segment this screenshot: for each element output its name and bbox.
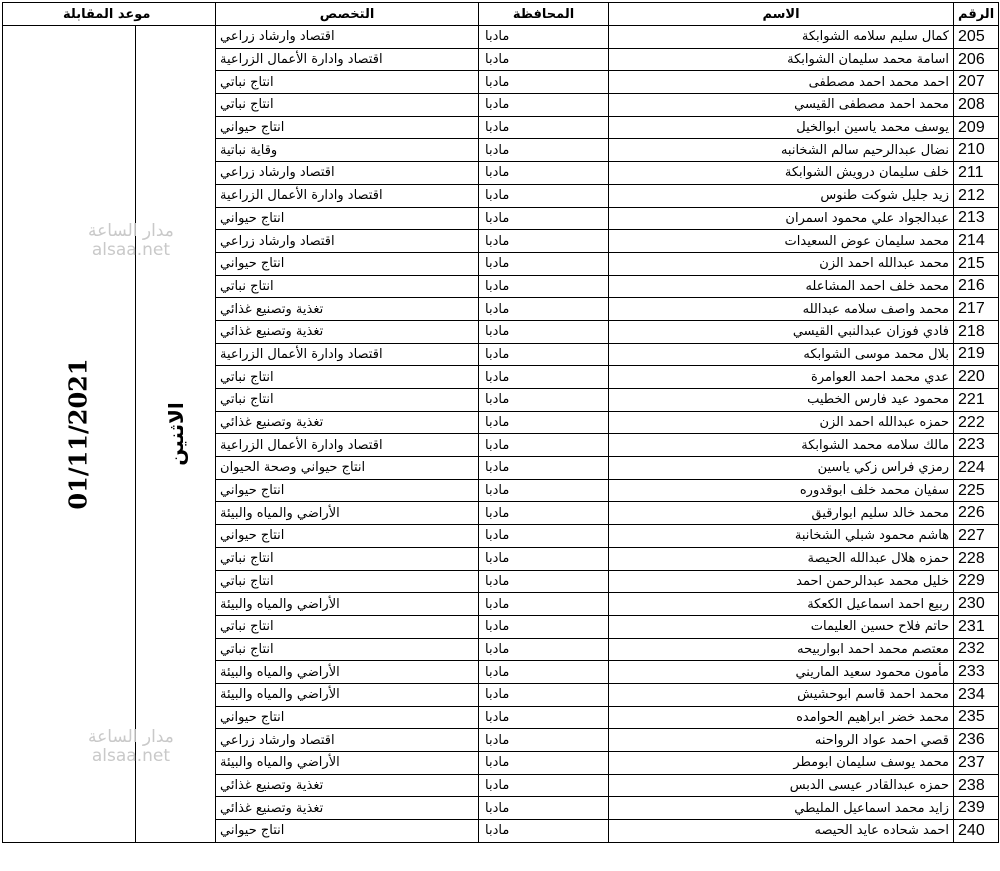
number-cell: 230 [954,593,999,616]
interview-date: 01/11/2021 [63,358,93,510]
governorate-cell: مادبا [479,184,609,207]
interview-date-cell [3,26,136,843]
name-cell: اسامة محمد سليمان الشوابكة [609,48,954,71]
number-cell: 213 [954,207,999,230]
specialization-cell: انتاج حيواني [216,706,479,729]
specialization-cell: انتاج نباتي [216,275,479,298]
name-cell: حمزه عبدالله احمد الزن [609,411,954,434]
governorate-cell: مادبا [479,48,609,71]
specialization-cell: انتاج حيواني [216,820,479,843]
header-row [3,3,999,26]
governorate-cell: مادبا [479,820,609,843]
number-cell: 237 [954,752,999,775]
number-cell: 240 [954,820,999,843]
specialization-cell: اقتصاد وادارة الأعمال الزراعية [216,48,479,71]
governorate-cell: مادبا [479,207,609,230]
interview-schedule-table [2,2,999,843]
watermark-line2: alsaa.net [91,745,170,766]
name-cell: زيد جليل شوكت طنوس [609,184,954,207]
governorate-cell: مادبا [479,298,609,321]
number-cell: 227 [954,525,999,548]
specialization-cell: الأراضي والمياه والبيئة [216,593,479,616]
number-cell: 211 [954,162,999,185]
name-cell: محمد يوسف سليمان ابومطر [609,752,954,775]
specialization-cell: اقتصاد وارشاد زراعي [216,162,479,185]
name-cell: محمد واصف سلامه عبدالله [609,298,954,321]
specialization-cell: انتاج نباتي [216,94,479,117]
table-row [3,26,999,49]
number-cell: 224 [954,457,999,480]
specialization-cell: الأراضي والمياه والبيئة [216,502,479,525]
governorate-cell: مادبا [479,366,609,389]
number-cell: 206 [954,48,999,71]
number-cell: 216 [954,275,999,298]
number-cell: 226 [954,502,999,525]
number-cell: 215 [954,252,999,275]
number-cell: 225 [954,479,999,502]
governorate-cell: مادبا [479,139,609,162]
name-cell: هاشم محمود شبلي الشخانبة [609,525,954,548]
watermark-line1: مدار الساعة [88,221,174,241]
name-cell: محمد خلف احمد المشاعله [609,275,954,298]
name-cell: حمزه عبدالقادر عيسى الدبس [609,774,954,797]
governorate-cell: مادبا [479,479,609,502]
governorate-cell: مادبا [479,752,609,775]
watermark-line2: alsaa.net [91,239,170,260]
number-cell: 209 [954,116,999,139]
specialization-cell: تغذية وتصنيع غذائي [216,797,479,820]
name-cell: محمد خضر ابراهيم الحوامده [609,706,954,729]
name-cell: نضال عبدالرحيم سالم الشخانبه [609,139,954,162]
number-cell: 221 [954,389,999,412]
name-cell: احمد محمد احمد مصطفى [609,71,954,94]
number-cell: 208 [954,94,999,117]
governorate-cell: مادبا [479,661,609,684]
number-cell: 223 [954,434,999,457]
specialization-cell: انتاج نباتي [216,615,479,638]
name-cell: محمد احمد قاسم ابوحشيش [609,683,954,706]
watermark-line1: مدار الساعة [88,727,174,747]
governorate-cell: مادبا [479,275,609,298]
interview-day: الاثنين [163,402,188,466]
name-cell: احمد شحاده عايد الحيصه [609,820,954,843]
specialization-cell: تغذية وتصنيع غذائي [216,411,479,434]
specialization-cell: انتاج نباتي [216,366,479,389]
number-cell: 228 [954,547,999,570]
governorate-cell: مادبا [479,343,609,366]
governorate-cell: مادبا [479,252,609,275]
specialization-cell: انتاج حيواني [216,252,479,275]
specialization-cell: تغذية وتصنيع غذائي [216,320,479,343]
specialization-cell: الأراضي والمياه والبيئة [216,683,479,706]
governorate-cell: مادبا [479,26,609,49]
governorate-cell: مادبا [479,116,609,139]
governorate-cell: مادبا [479,411,609,434]
interview-day-cell [136,26,216,843]
header-governorate: المحافظة [479,3,609,26]
number-cell: 220 [954,366,999,389]
name-cell: حمزه هلال عبدالله الحيصة [609,547,954,570]
name-cell: حاتم فلاح حسين العليمات [609,615,954,638]
name-cell: خلف سليمان درويش الشوابكة [609,162,954,185]
governorate-cell: مادبا [479,230,609,253]
name-cell: محمد احمد مصطفى القيسي [609,94,954,117]
header-name: الاسم [609,3,954,26]
name-cell: معتصم محمد احمد ابواربيحه [609,638,954,661]
governorate-cell: مادبا [479,547,609,570]
governorate-cell: مادبا [479,615,609,638]
governorate-cell: مادبا [479,797,609,820]
specialization-cell: انتاج نباتي [216,638,479,661]
governorate-cell: مادبا [479,706,609,729]
governorate-cell: مادبا [479,683,609,706]
governorate-cell: مادبا [479,71,609,94]
name-cell: قصي احمد عواد الرواحنه [609,729,954,752]
number-cell: 218 [954,320,999,343]
governorate-cell: مادبا [479,389,609,412]
governorate-cell: مادبا [479,638,609,661]
specialization-cell: انتاج نباتي [216,570,479,593]
name-cell: محمد عبدالله احمد الزن [609,252,954,275]
header-interview-date: موعد المقابلة [3,3,216,26]
number-cell: 219 [954,343,999,366]
name-cell: يوسف محمد ياسين ابوالخيل [609,116,954,139]
number-cell: 214 [954,230,999,253]
name-cell: زايد محمد اسماعيل المليطي [609,797,954,820]
name-cell: مأمون محمود سعيد الماريني [609,661,954,684]
governorate-cell: مادبا [479,774,609,797]
name-cell: بلال محمد موسى الشوابكه [609,343,954,366]
specialization-cell: تغذية وتصنيع غذائي [216,298,479,321]
number-cell: 239 [954,797,999,820]
specialization-cell: اقتصاد وادارة الأعمال الزراعية [216,184,479,207]
specialization-cell: انتاج حيواني [216,207,479,230]
number-cell: 231 [954,615,999,638]
table-body [3,26,999,843]
name-cell: مالك سلامه محمد الشوابكة [609,434,954,457]
name-cell: عبدالجواد علي محمود اسمران [609,207,954,230]
number-cell: 210 [954,139,999,162]
governorate-cell: مادبا [479,593,609,616]
name-cell: خليل محمد عبدالرحمن احمد [609,570,954,593]
specialization-cell: انتاج حيواني [216,479,479,502]
number-cell: 229 [954,570,999,593]
specialization-cell: اقتصاد وارشاد زراعي [216,230,479,253]
specialization-cell: اقتصاد وادارة الأعمال الزراعية [216,434,479,457]
specialization-cell: انتاج حيواني وصحة الحيوان [216,457,479,480]
governorate-cell: مادبا [479,729,609,752]
specialization-cell: تغذية وتصنيع غذائي [216,774,479,797]
governorate-cell: مادبا [479,502,609,525]
header-number: الرقم [954,3,999,26]
specialization-cell: الأراضي والمياه والبيئة [216,661,479,684]
number-cell: 205 [954,26,999,49]
number-cell: 236 [954,729,999,752]
number-cell: 233 [954,661,999,684]
number-cell: 238 [954,774,999,797]
specialization-cell: اقتصاد وارشاد زراعي [216,729,479,752]
name-cell: سفيان محمد خلف ابوقدوره [609,479,954,502]
specialization-cell: اقتصاد وادارة الأعمال الزراعية [216,343,479,366]
specialization-cell: وقاية نباتية [216,139,479,162]
name-cell: محمود عيد فارس الخطيب [609,389,954,412]
number-cell: 234 [954,683,999,706]
governorate-cell: مادبا [479,457,609,480]
governorate-cell: مادبا [479,320,609,343]
number-cell: 235 [954,706,999,729]
name-cell: محمد سليمان عوض السعيدات [609,230,954,253]
governorate-cell: مادبا [479,434,609,457]
name-cell: رمزي فراس زكي ياسين [609,457,954,480]
specialization-cell: انتاج نباتي [216,389,479,412]
number-cell: 207 [954,71,999,94]
name-cell: ربيع احمد اسماعيل الكعكة [609,593,954,616]
name-cell: محمد خالد سليم ابوارقيق [609,502,954,525]
number-cell: 222 [954,411,999,434]
governorate-cell: مادبا [479,162,609,185]
number-cell: 212 [954,184,999,207]
number-cell: 217 [954,298,999,321]
specialization-cell: انتاج نباتي [216,547,479,570]
governorate-cell: مادبا [479,525,609,548]
specialization-cell: الأراضي والمياه والبيئة [216,752,479,775]
specialization-cell: اقتصاد وارشاد زراعي [216,26,479,49]
specialization-cell: انتاج حيواني [216,116,479,139]
name-cell: عدي محمد احمد العوامرة [609,366,954,389]
governorate-cell: مادبا [479,570,609,593]
name-cell: فادي فوزان عبدالنبي القيسي [609,320,954,343]
header-specialization: التخصص [216,3,479,26]
specialization-cell: انتاج حيواني [216,525,479,548]
governorate-cell: مادبا [479,94,609,117]
name-cell: كمال سليم سلامه الشوابكة [609,26,954,49]
number-cell: 232 [954,638,999,661]
specialization-cell: انتاج نباتي [216,71,479,94]
